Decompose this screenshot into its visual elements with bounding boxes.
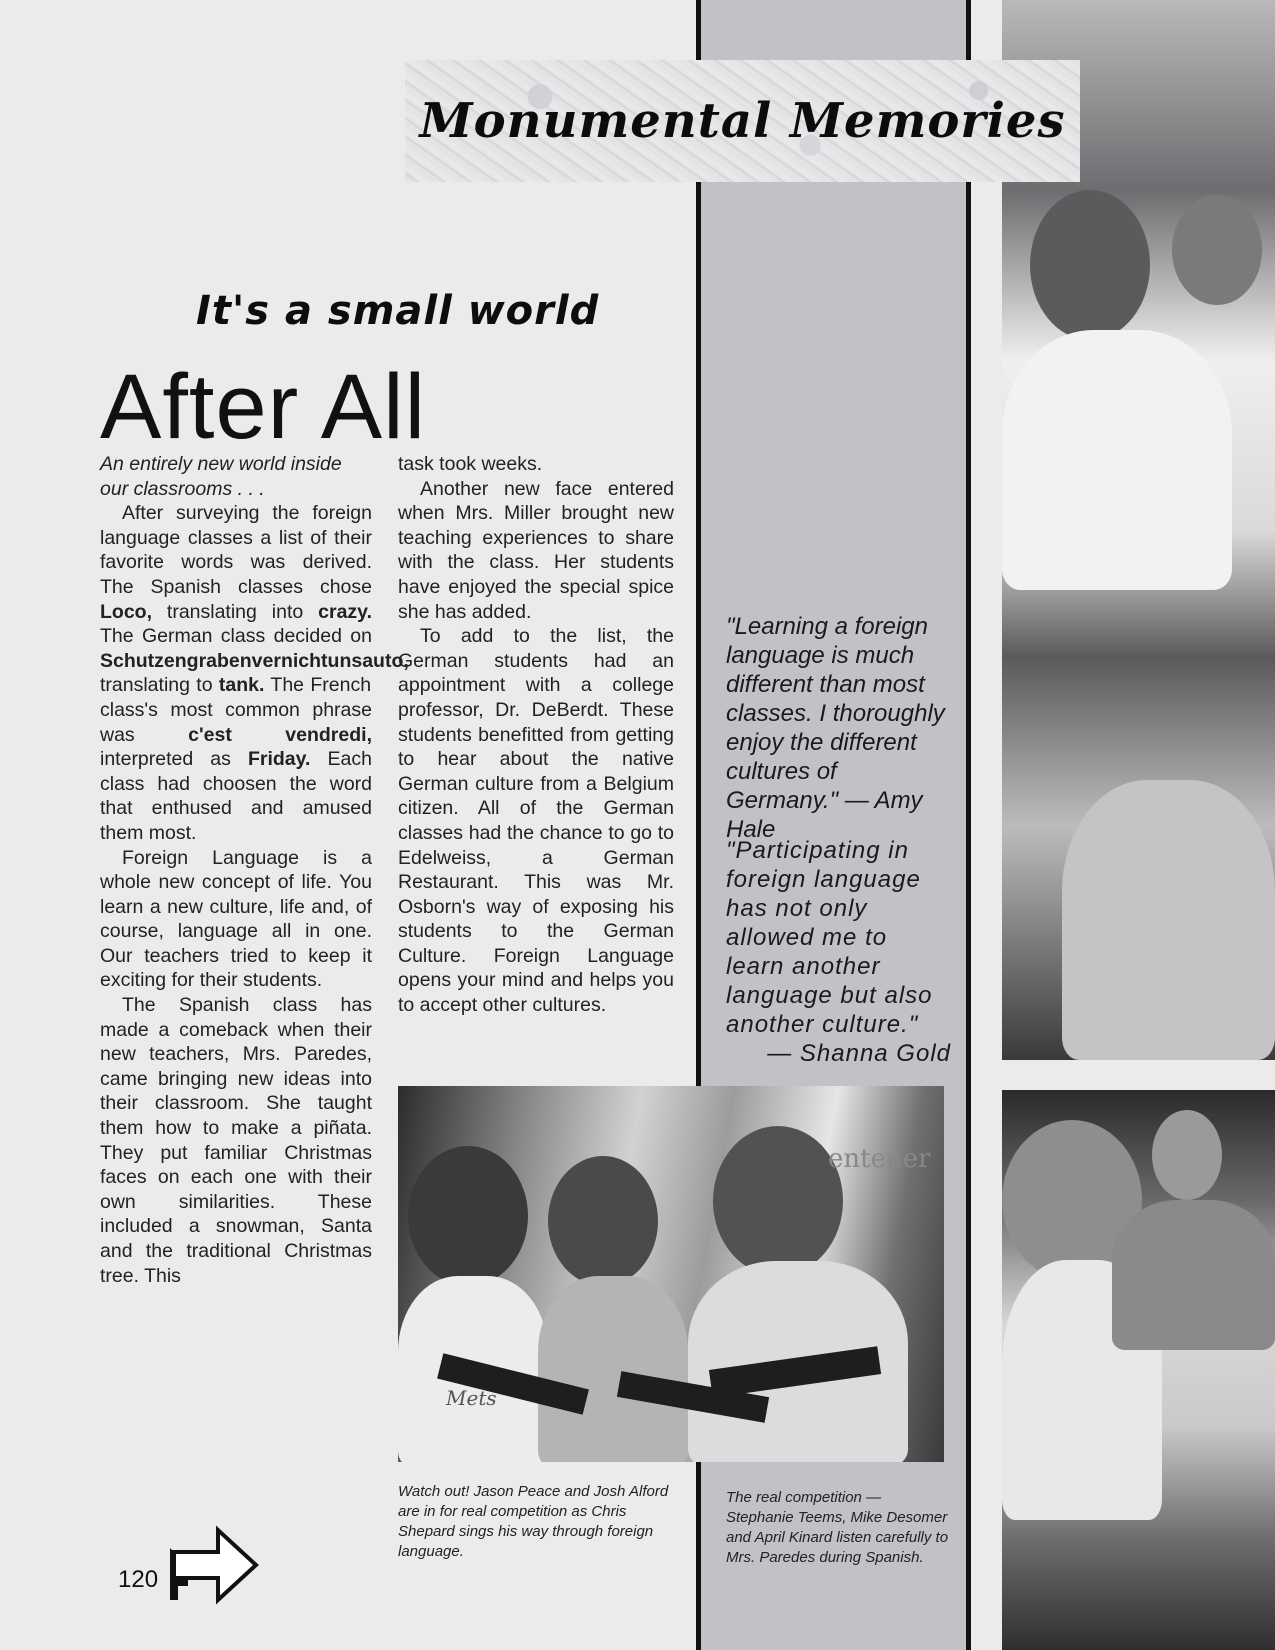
photo-figure-head: [1030, 190, 1150, 340]
photo-caption-center: Watch out! Jason Peace and Josh Alford are in for real competition as Chris Shepard sings his way through foreign language.: [398, 1483, 669, 1560]
article-column-2: [398, 452, 674, 1018]
article-lede: An entirely new world inside our classrooms . . .: [100, 453, 342, 500]
photo-figure-head: [713, 1126, 843, 1276]
article-kicker: It's a small world: [196, 288, 600, 334]
article-paragraph: task took weeks.: [398, 453, 543, 475]
vertical-rule-right: [966, 0, 971, 1650]
article-paragraph: The Spanish class has made a comeback when their new teachers, Mrs. Paredes, came bringing new ideas into their classroom. She taught them how to make a piñata. They put familiar Christmas faces on each one with their own similarities. These included a snowman, Santa and the traditional Christmas tree. This: [100, 994, 372, 1287]
photo-figure-head: [408, 1146, 528, 1286]
photo-caption-right: The real competition — Stephanie Teems, Mike Desomer and April Kinard listen carefully to Mrs. Paredes during Spanish.: [726, 1489, 949, 1566]
photo-poster-text: enteuer: [828, 1144, 931, 1174]
article-paragraph: Another new face entered when Mrs. Miller brought new teaching experiences to share with the class. Her students have enjoyed the special spice she has added.: [398, 477, 674, 623]
photo-figure-head: [1152, 1110, 1222, 1200]
photo-figure-legs: [1062, 780, 1275, 1060]
page-number: 120: [118, 1566, 159, 1593]
article-paragraph: Foreign Language is a whole new concept of life. You learn a new culture, life and, of course, language all in one. Our teachers tried to keep it exciting for their students.: [100, 846, 372, 992]
quote-attribution: — Shanna Gold: [767, 1040, 951, 1067]
photo-spanish-class: [1002, 1090, 1275, 1650]
photo-figure-head: [548, 1156, 658, 1286]
right-arrow-icon: [166, 1516, 262, 1612]
article-headline: After All: [100, 356, 427, 458]
photo-figure-shirt: [1112, 1200, 1275, 1350]
photo-shirt-text: Mets: [446, 1386, 497, 1410]
quote-attribution: — Amy Hale: [726, 787, 923, 843]
section-banner: [405, 60, 1080, 182]
pull-quote: [726, 836, 951, 1068]
photo-students-singing: [398, 1086, 944, 1462]
banner-title: Monumental Memories: [419, 93, 1066, 149]
pull-quote: [726, 612, 951, 844]
article-column-1: [100, 452, 409, 1288]
quote-text: "Participating in foreign language has not only allowed me to learn another language but also another culture.": [726, 837, 933, 1038]
photo-figure-head: [1172, 195, 1262, 305]
photo-figure-shirt: [538, 1276, 688, 1462]
photo-figure-shirt: [1002, 330, 1232, 590]
quote-text: "Learning a foreign language is much different than most classes. I thoroughly enjoy the different cultures of Germany.": [726, 613, 945, 814]
article-paragraph: To add to the list, the German students had an appointment with a college professor, Dr. DeBerdt. These students benefitted from getting to hear about the native German culture from a Belgium citizen. All of the German classes had the chance to go to Edelweiss, a German Restaurant. This was Mr. Osborn's way of exposing his students to the German Culture. Foreign Language opens your mind and helps you to accept other cultures.: [398, 625, 674, 1017]
article-paragraph: After surveying the foreign language classes a list of their favorite words was derived. The Spanish classes chose Loco, translating into crazy. The German class decided on Schutzengrabenvernichtunsauto, translating to tank. The French class's most common phrase was c'est vendredi, interpreted as Friday. Each class had choosen the word that enthused and amused them most.: [100, 502, 409, 844]
